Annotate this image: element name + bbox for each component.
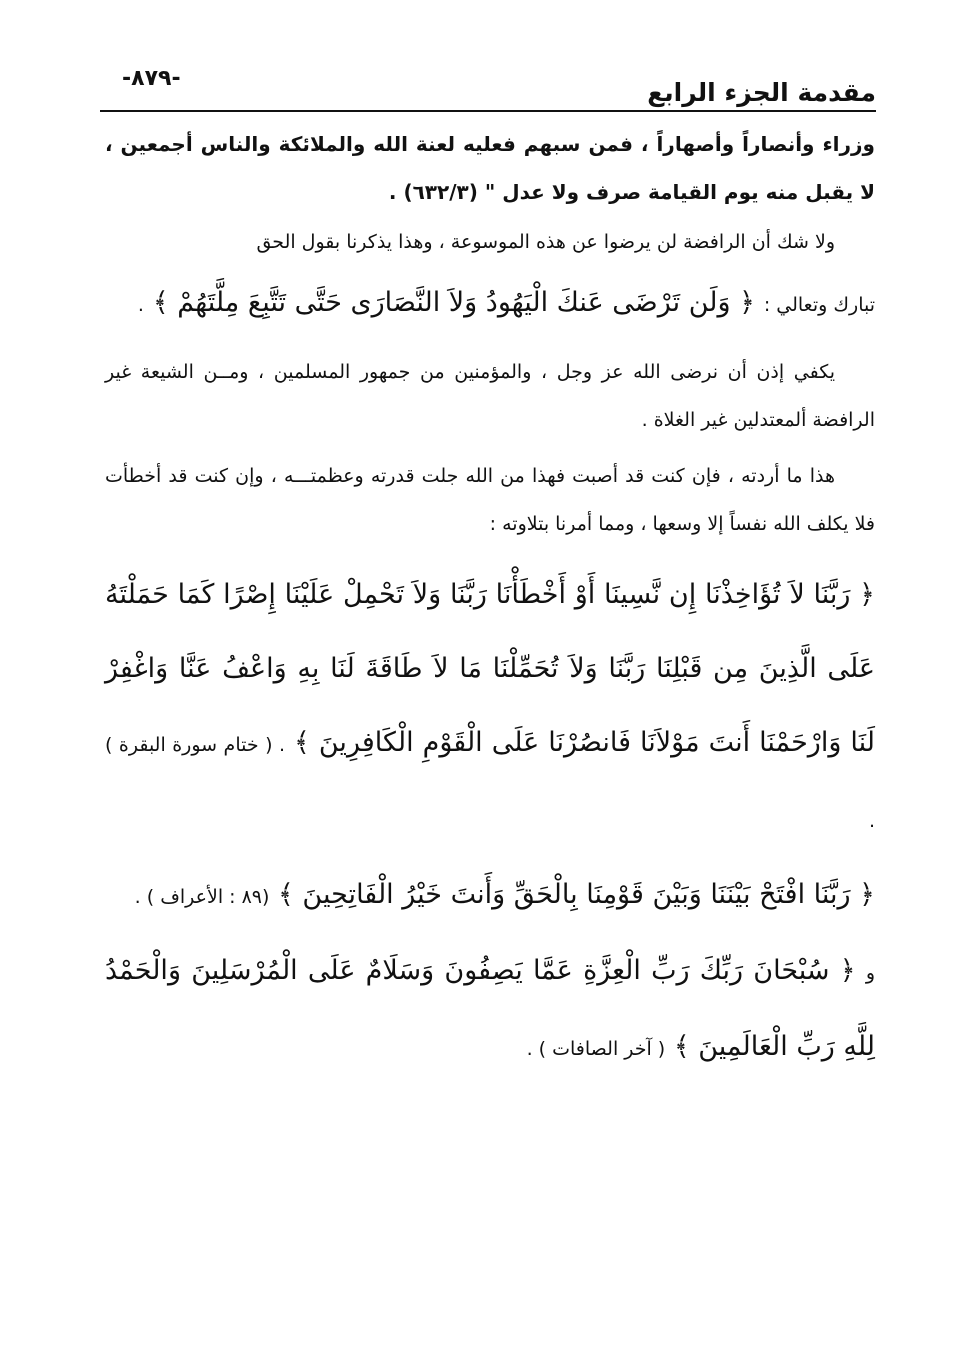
quran-verse-1: ﴿ وَلَن تَرْضَى عَنكَ الْيَهُودُ وَلاَ النَّصَارَى حَتَّى تَتَّبِعَ مِلَّتَهُمْ ﴾ [152,287,755,318]
verse-4-reference: ( آخر الصافات ) . [526,1038,666,1060]
verse-4-lead: و [865,962,875,984]
quran-verse-4-block [105,934,875,1086]
paragraph-1: وزراء وأنصاراً وأصهاراً ، فمن سبهم فعليه لعنة الله والملائكة والناس أجمعين ، لا يقبل منه يوم القيامة صرف ولا عدل " (٦٣٢/٣) . [105,132,875,204]
verse-line-1 [105,266,875,340]
chapter-title: مقدمة الجزء الرابع [647,78,876,107]
paragraph-4: هذا ما أردته ، فإن كنت قد أصبت فهذا من الله جلت قدرته وعظمتـــه ، وإن كنت قد أخطأت فلا يكلف الله نفساً إلا وسعها ، ومما أمرنا بتلاوته : [105,465,875,535]
paragraph-2-lead: تبارك وتعالي : [763,294,875,316]
page-header [100,60,876,112]
quran-verse-3-block [105,858,875,934]
quran-verse-2-block [105,558,875,858]
quran-verse-4: ﴿ سُبْحَانَ رَبِّكَ رَبِّ الْعِزَّةِ عَمَّا يَصِفُونَ وَسَلَامٌ عَلَى الْمُرْسَلِينَ وَالْحَمْدُ لِلَّهِ رَبِّ الْعَالَمِينَ ﴾ [105,955,875,1062]
verse-1-end: . [137,294,144,316]
page-number: -٨٧٩- [122,66,181,91]
quran-verse-3: ﴿ رَبَّنَا افْتَحْ بَيْنَنَا وَبَيْنَ قَوْمِنَا بِالْحَقِّ وَأَنتَ خَيْرُ الْفَاتِحِينَ ﴾ [278,879,875,910]
paragraph-3: يكفي إذن أن نرضى الله عز وجل ، والمؤمنين من جمهور المسلمين ، ومــن الشيعة غير الرافضة ألمعتدلين غير الغلاة . [105,361,875,431]
paragraph-2: ولا شك أن الرافضة لن يرضوا عن هذه الموسوعة ، وهذا يذكرنا بقول الحق [256,231,835,253]
verse-2-reference: . ( ختام سورة البقرة ) . [105,734,875,832]
body-text [105,120,875,1086]
verse-3-reference: (٨٩ : الأعراف ) . [134,886,270,908]
quran-verse-2: ﴿ رَبَّنَا لاَ تُؤَاخِذْنَا إِن نَّسِينَا أَوْ أَخْطَأْنَا رَبَّنَا وَلاَ تَحْمِلْ عَلَيْنَا إِصْرًا كَمَا حَمَلْتَهُ عَلَى الَّذِينَ مِن قَبْلِنَا رَبَّنَا وَلاَ تُحَمِّلْنَا مَا لاَ طَاقَةَ لَنَا بِهِ وَاعْفُ عَنَّا وَاغْفِرْ لَنَا وَارْحَمْنَا أَنتَ مَوْلاَنَا فَانصُرْنَا عَلَى الْقَوْمِ الْكَافِرِينَ ﴾ [105,579,875,758]
